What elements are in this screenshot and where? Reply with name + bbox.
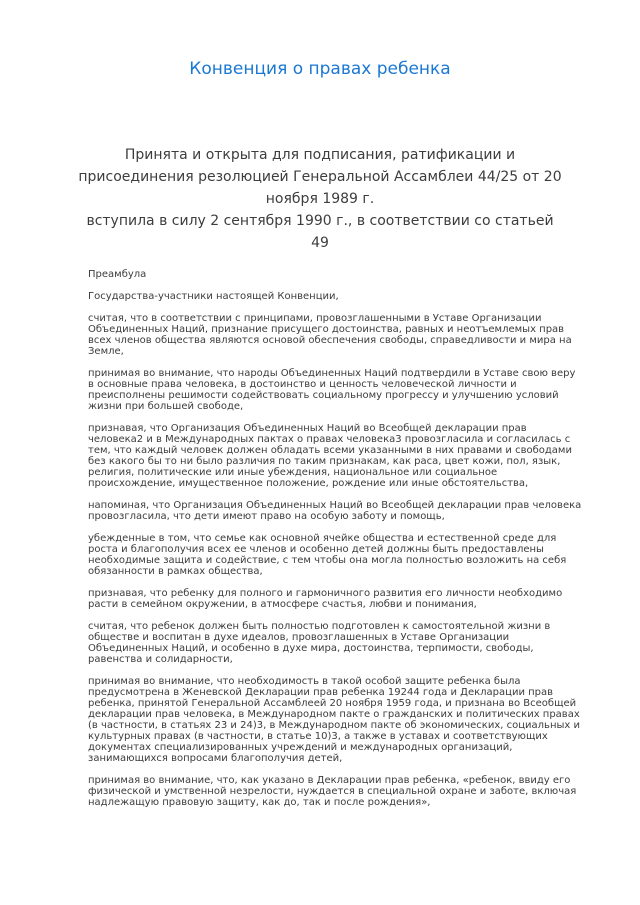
document-subtitle-line1: Принята и открыта для подписания, ратификации и присоединения резолюцией Генеральной Ассамблеи 44/25 от 20 ноября 1989 г. xyxy=(78,147,562,207)
paragraph-preamble-heading: Преамбула xyxy=(88,269,147,280)
paragraph: считая, что в соответствии с принципами, провозглашенными в Уставе Организации Объединенных Наций, признание присущего достоинства, равных и неотъемлемых прав всех членов общества являются основой обеспечения свободы, справедливости и мира на Земле, xyxy=(88,313,572,357)
paragraph: признавая, что ребенку для полного и гармоничного развития его личности необходимо расти в семейном окружении, в атмосфере счастья, любви и понимания, xyxy=(88,588,563,610)
paragraph: считая, что ребенок должен быть полностью подготовлен к самостоятельной жизни в обществе и воспитан в духе идеалов, провозглашенных в Уставе Организации Объединенных Наций, и особенно в духе мира, достоинства, терпимости, свободы, равенства и солидарности, xyxy=(88,621,551,665)
document-subtitle-line2: вступила в силу 2 сентября 1990 г., в соответствии со статьей 49 xyxy=(86,213,554,251)
document-body xyxy=(88,269,584,808)
paragraph: принимая во внимание, что необходимость в такой особой защите ребенка была предусмотрена в Женевской Декларации прав ребенка 19244 года и Декларации прав ребенка, принятой Генеральной Ассамблеей 20 ноября 1959 года, и признана во Всеобщей декларации прав человека, в Международном пакте о гражданских и политических правах (в частности, в статьях 23 и 24)3, в Международном пакте об экономических, социальных и культурных правах (в частности, в статье 10)3, а также в уставах и соответствующих документах специализированных учреждений и международных организаций, занимающихся вопросами благополучия детей, xyxy=(88,676,580,764)
paragraph: убежденные в том, что семье как основной ячейке общества и естественной среде для роста и благополучия всех ее членов и особенно детей должны быть предоставлены необходимые защита и содействие, с тем чтобы она могла полностью возложить на себя обязанности в рамках общества, xyxy=(88,533,567,577)
paragraph: Государства-участники настоящей Конвенции, xyxy=(88,291,339,302)
paragraph: напоминая, что Организация Объединенных Наций во Всеобщей декларации прав человека провозгласила, что дети имеют право на особую заботу и помощь, xyxy=(88,500,582,522)
document-subtitle xyxy=(77,144,563,254)
paragraph: принимая во внимание, что народы Объединенных Наций подтвердили в Уставе свою веру в основные права человека, в достоинство и ценность человеческой личности и преисполнены решимости содействовать социальному прогрессу и улучшению условий жизни при большей свободе, xyxy=(88,368,576,412)
document-title: Конвенция о правах ребенка xyxy=(189,59,451,79)
paragraph: признавая, что Организация Объединенных Наций во Всеобщей декларации прав человека2 и в Международных пактах о правах человека3 провозгласила и согласилась с тем, что каждый человек должен обладать всеми указанными в них правами и свободами без какого бы то ни было различия по таким признакам, как раса, цвет кожи, пол, язык, религия, политические или иные убеждения, национальное или социальное происхождение, имущественное положение, рождение или иные обстоятельства, xyxy=(88,423,572,489)
paragraph: принимая во внимание, что, как указано в Декларации прав ребенка, «ребенок, ввиду его физической и умственной незрелости, нуждается в специальной охране и заботе, включая надлежащую правовую защиту, как до, так и после рождения», xyxy=(88,775,577,808)
